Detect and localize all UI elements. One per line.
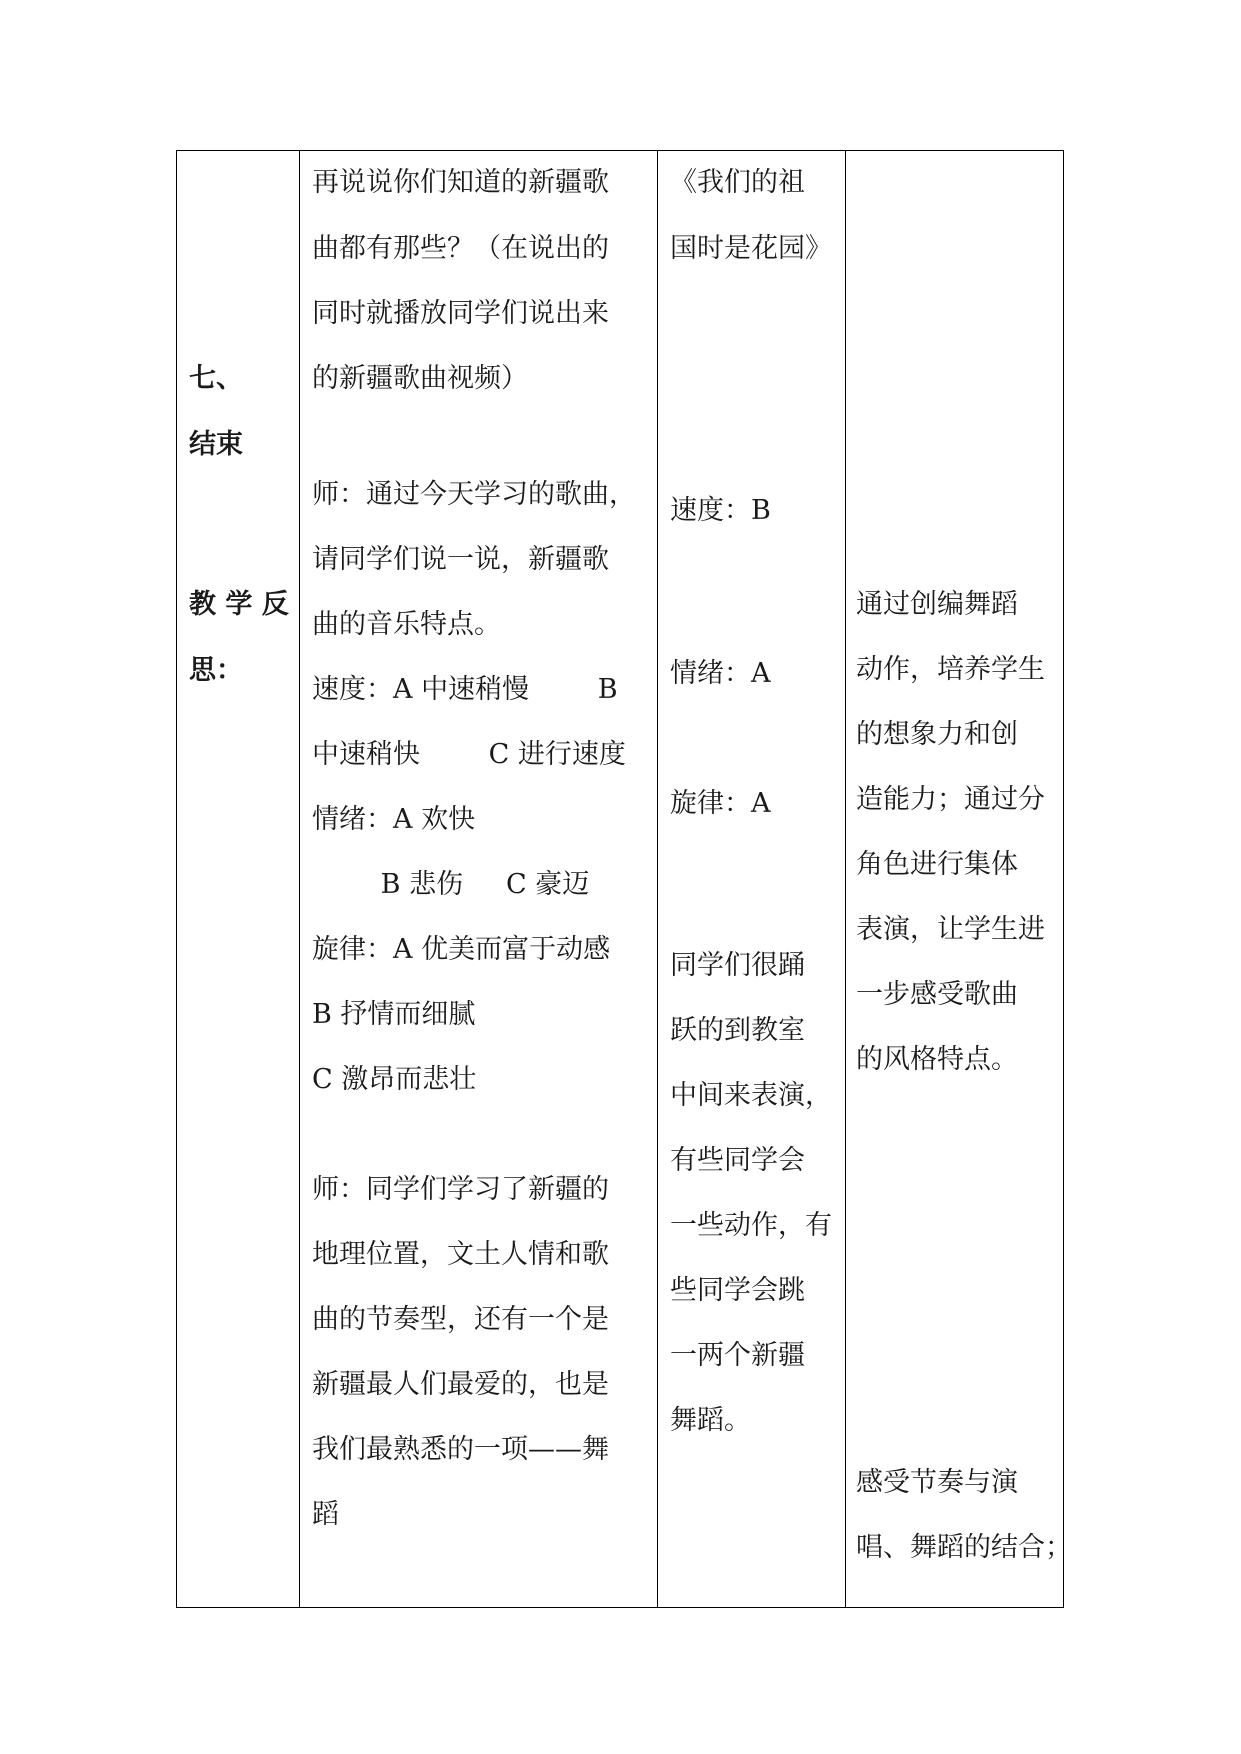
text-line: 一些动作，有 [670, 1210, 832, 1241]
stage-number: 七、 [189, 363, 243, 394]
text-line: 《我们的祖 [670, 167, 805, 198]
reflection-label-cont: 思： [189, 655, 243, 686]
text-line: 舞蹈。 [670, 1405, 751, 1436]
text-line: 唱、舞蹈的结合； [856, 1532, 1072, 1563]
text-line: 旋律：A [670, 788, 771, 819]
text-line: 旋律：A 优美而富于动感 [312, 934, 611, 965]
text-line: 同学们很踊 [670, 950, 805, 981]
text-line: 情绪：A 欢快 [312, 804, 476, 835]
text-line: 造能力；通过分 [856, 784, 1045, 815]
lesson-plan-table [176, 150, 1072, 1608]
text-line: 中间来表演， [670, 1080, 832, 1111]
text-line: 的风格特点。 [856, 1044, 1018, 1075]
text-line: 跃的到教室 [670, 1015, 805, 1046]
text-line: 蹈 [312, 1499, 339, 1530]
text-line: 我们最熟悉的一项——舞 [312, 1434, 609, 1465]
text-line: 中速稍快 C 进行速度 [312, 739, 626, 770]
stage-column [177, 151, 299, 1607]
text-line: 再说说你们知道的新疆歌 [312, 167, 609, 198]
text-line: 通过创编舞蹈 [856, 589, 1018, 620]
text-line: 新疆最人们最爱的，也是 [312, 1369, 609, 1400]
text-line: 动作，培养学生 [856, 654, 1045, 685]
text-line: 的新疆歌曲视频） [312, 363, 528, 394]
text-line: 一两个新疆 [670, 1340, 805, 1371]
text-line: 感受节奏与演 [856, 1467, 1018, 1498]
text-line: 同时就播放同学们说出来 [312, 298, 609, 329]
text-line: 师：通过今天学习的歌曲， [312, 479, 636, 510]
text-line: 情绪：A [670, 658, 771, 689]
text-line: B 抒情而细腻 [312, 999, 476, 1030]
text-line: 有些同学会 [670, 1145, 805, 1176]
text-line: 师：同学们学习了新疆的 [312, 1174, 609, 1205]
text-line: 的想象力和创 [856, 719, 1018, 750]
text-line: 速度：B [670, 495, 771, 526]
text-line: 请同学们说一说，新疆歌 [312, 544, 609, 575]
text-line: 角色进行集体 [856, 849, 1018, 880]
stage-name: 结束 [189, 429, 243, 460]
text-line: 曲的节奏型，还有一个是 [312, 1304, 609, 1335]
student-column [658, 151, 844, 1607]
text-line: 曲都有那些？（在说出的 [312, 233, 609, 264]
intent-column [846, 151, 1072, 1607]
text-line: 国时是花园》 [670, 233, 832, 264]
text-line: B 悲伤 C 豪迈 [312, 869, 590, 900]
text-line: 地理位置，文土人情和歌 [312, 1239, 609, 1270]
process-column [300, 151, 656, 1607]
text-line: C 激昂而悲壮 [312, 1064, 477, 1095]
text-line: 曲的音乐特点。 [312, 609, 501, 640]
text-line: 表演，让学生进 [856, 914, 1045, 945]
text-line: 些同学会跳 [670, 1275, 805, 1306]
text-line: 一步感受歌曲 [856, 979, 1018, 1010]
text-line: 速度：A 中速稍慢 B [312, 674, 618, 705]
reflection-label: 教 学 反 [189, 589, 289, 620]
